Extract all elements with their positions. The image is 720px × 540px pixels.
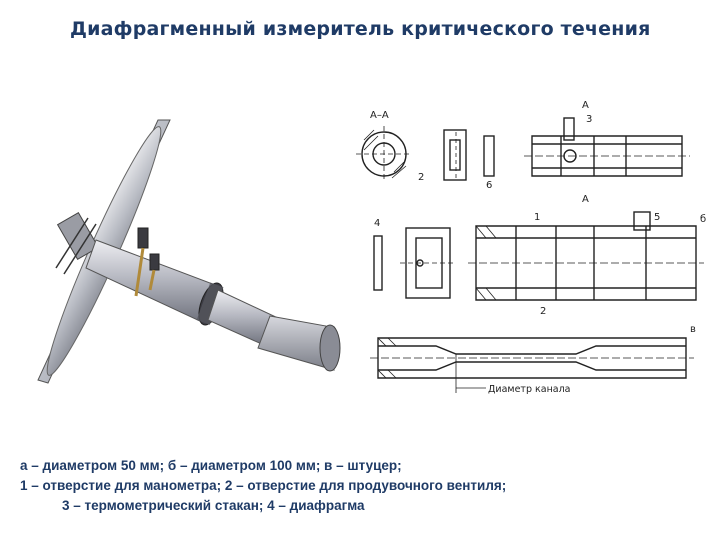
caption-line-3: 3 – термометрический стакан; 4 – диафрагма <box>62 498 365 513</box>
label-section: А–А <box>370 110 389 121</box>
label-arrow-a-bottom: А <box>582 194 589 205</box>
label-n2-top: 2 <box>418 172 425 183</box>
label-arrow-a-top: А <box>582 100 589 111</box>
label-n1: 1 <box>534 212 541 223</box>
caption-line-1: а – диаметром 50 мм; б – диаметром 100 мм; в – штуцер; <box>20 458 402 473</box>
caption <box>20 456 710 516</box>
label-n6: 6 <box>486 180 493 191</box>
label-channel-diameter: Диаметр канала <box>488 384 571 395</box>
diaphragm-part <box>374 236 382 290</box>
washer-part <box>484 136 494 176</box>
label-v: в <box>690 324 696 335</box>
orifice-meter-photo <box>8 108 356 398</box>
flange-part <box>444 130 466 180</box>
label-n4: 4 <box>374 218 381 229</box>
caption-line-2: 1 – отверстие для манометра; 2 – отверстие для продувочного вентиля; <box>20 478 507 493</box>
fitting-1 <box>138 228 148 248</box>
label-b: б <box>700 214 707 225</box>
label-n3: 3 <box>586 114 593 125</box>
engineering-drawing <box>356 88 712 408</box>
label-n2-mid: 2 <box>540 306 547 317</box>
page-title: Диафрагменный измеритель критического течения <box>70 18 651 40</box>
label-n5: 5 <box>654 212 661 223</box>
fitting-2 <box>150 254 159 270</box>
